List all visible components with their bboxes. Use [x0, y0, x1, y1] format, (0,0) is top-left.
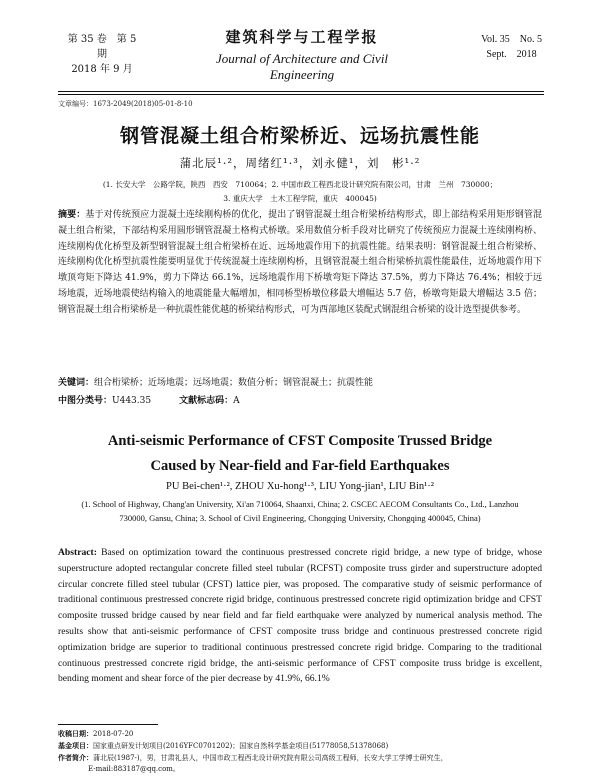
volume-en: Vol. 35 No. 5 — [481, 34, 542, 45]
received-label: 收稿日期： — [58, 729, 93, 738]
affiliation-en: (1. School of Highway, Chang'an University, Xi'an 710064, Shaanxi, China; 2. CSCEC AECOM Consultants Co., Ltd., Lanzhou 730000, Gansu, China; 3. School of Civil Engineering, Chongqing University, Chongqing 400045, China) — [81, 499, 519, 523]
author-text: 蒲北辰(1987-)，男，甘肃礼县人，中国市政工程西北设计研究院有限公司高级工程师，长安大学工学博士研究生， — [93, 754, 448, 762]
journal-name-cn: 建筑科学与工程学报 — [225, 28, 379, 46]
footnote-fund — [58, 740, 542, 752]
footnote-email: E-mail:883187@qq.com。 — [88, 765, 180, 773]
header-right — [481, 32, 542, 62]
affiliation-cn-line2: 3. 重庆大学 土木工程学院，重庆 400045) — [223, 194, 377, 203]
authors-en: PU Bei-chen¹·², ZHOU Xu-hong¹·³, LIU Yong-jian¹, LIU Bin¹·² — [166, 481, 434, 492]
keywords-cn-label: 关键词： — [58, 378, 95, 388]
abstract-en-label: Abstract: — [58, 547, 97, 558]
title-cn: 钢管混凝土组合桁梁桥近、远场抗震性能 — [119, 125, 480, 147]
abstract-cn-text: 基于对传统预应力混凝土连续刚构桥的优化，提出了钢管混凝土组合桁梁桥结构形式，即上部结构采用矩形钢管混凝土组合桁梁，下部结构采用圆形钢管混凝土格构式桥墩。采用数值分析手段对比研究了传统预应力混凝土连续刚构桥、连续刚构优化桥型及新型钢管混凝土组合桁梁桥在近、远场地震作用下的抗震性能。结果表明：钢管混凝土组合桁梁桥、连续刚构优化桥型抗震性能要明显优于传统混凝土连续刚构桥，且钢管混凝土组合桁梁桥抗震性能最佳，近场地震作用下墩顶弯矩下降达 41.9%，剪力下降达 66.1%，远场地震作用下桥墩弯矩下降达 37.5%，剪力下降达 76.4%；相较于远场地震，近场地震使结构输入的地震能量大幅增加，相同桥型桥墩位移最大增幅达 5.7 倍，桥墩弯矩最大增幅达 3.5 倍；钢管混凝土组合桁梁桥是一种抗震性能优越的桥梁结构形式，可为西部地区装配式钢混组合桥梁的设计选型提供参考。 — [58, 210, 542, 315]
header-left — [62, 32, 142, 77]
keywords-cn — [58, 376, 542, 390]
header-center — [202, 26, 402, 83]
class-value: U443.35 — [112, 396, 152, 406]
affiliation-cn — [56, 178, 544, 206]
footnote-rule — [58, 724, 158, 725]
title-en-line2: Caused by Near-field and Far-field Earthquakes — [150, 458, 450, 474]
journal-header — [62, 26, 542, 82]
fund-text: 国家重点研发计划项目(2016YFC0701202)；国家自然科学基金项目(51778058,51378068) — [93, 742, 389, 750]
journal-name-en: Journal of Architecture and Civil Engineering — [215, 51, 389, 82]
header-rule — [58, 91, 544, 92]
title-en — [0, 429, 600, 479]
authors-cn: 蒲北辰¹·²，周绪红¹·³，刘永健¹，刘 彬¹·² — [179, 156, 421, 170]
volume-cn: 第 35 卷 第 5 期 — [67, 34, 137, 60]
affiliation-cn-line1: (1. 长安大学 公路学院，陕西 西安 710064；2. 中国市政工程西北设计研究院有限公司，甘肃 兰州 730000； — [102, 180, 498, 189]
fund-label: 基金项目： — [58, 741, 93, 750]
author-label: 作者简介： — [58, 753, 93, 762]
article-number: 文章编号：1673-2049(2018)05-01-8-10 — [58, 100, 193, 108]
abstract-en — [58, 545, 542, 687]
footnote-received — [58, 728, 542, 740]
class-label: 中图分类号： — [58, 396, 113, 406]
title-en-line1: Anti-seismic Performance of CFST Composite Trussed Bridge — [107, 433, 493, 449]
received-date: 2018-07-20 — [93, 730, 134, 738]
keywords-cn-text: 组合桁梁桥；近场地震；远场地震；数值分析；钢管混凝土；抗震性能 — [94, 378, 374, 388]
abstract-en-text: Based on optimization toward the continuous prestressed concrete rigid bridge, a new type of bridge, whose superstructure adopted rectangular concrete filled steel tubular (RCFST) composite truss girder and superstructure adopted circular concrete filled steel tubular (CFST) lattice pier, was proposed. The comparative study of seismic performance of traditional continuous prestressed concrete rigid bridge, continuous prestressed concrete rigid optimization bridge and CFST composite trussed bridge caused by near field and far field earthquake were analyzed by numerical analysis method. The results show that anti-seismic performance of CFST composite truss bridge and continuous prestressed concrete rigid optimization bridge are superior to traditional continuous prestressed concrete rigid bridge. Comparing to the traditional continuous prestressed concrete rigid bridge, the anti-seismic performance of CFST composite truss bridge is excellent, bending moment and shear force of the pier decrease by 41.9%, 66.1% — [58, 547, 542, 685]
doc-code-value: A — [233, 396, 240, 406]
abstract-cn-label: 摘要： — [58, 210, 86, 220]
date-en: Sept. 2018 — [486, 49, 537, 60]
classification-cn — [58, 393, 240, 406]
footnotes — [58, 728, 542, 775]
header-rule-thin — [58, 94, 544, 95]
doc-code-label: 文献标志码： — [179, 396, 234, 406]
date-cn: 2018 年 9 月 — [71, 64, 133, 75]
abstract-cn — [58, 208, 542, 319]
footnote-author — [58, 752, 542, 764]
